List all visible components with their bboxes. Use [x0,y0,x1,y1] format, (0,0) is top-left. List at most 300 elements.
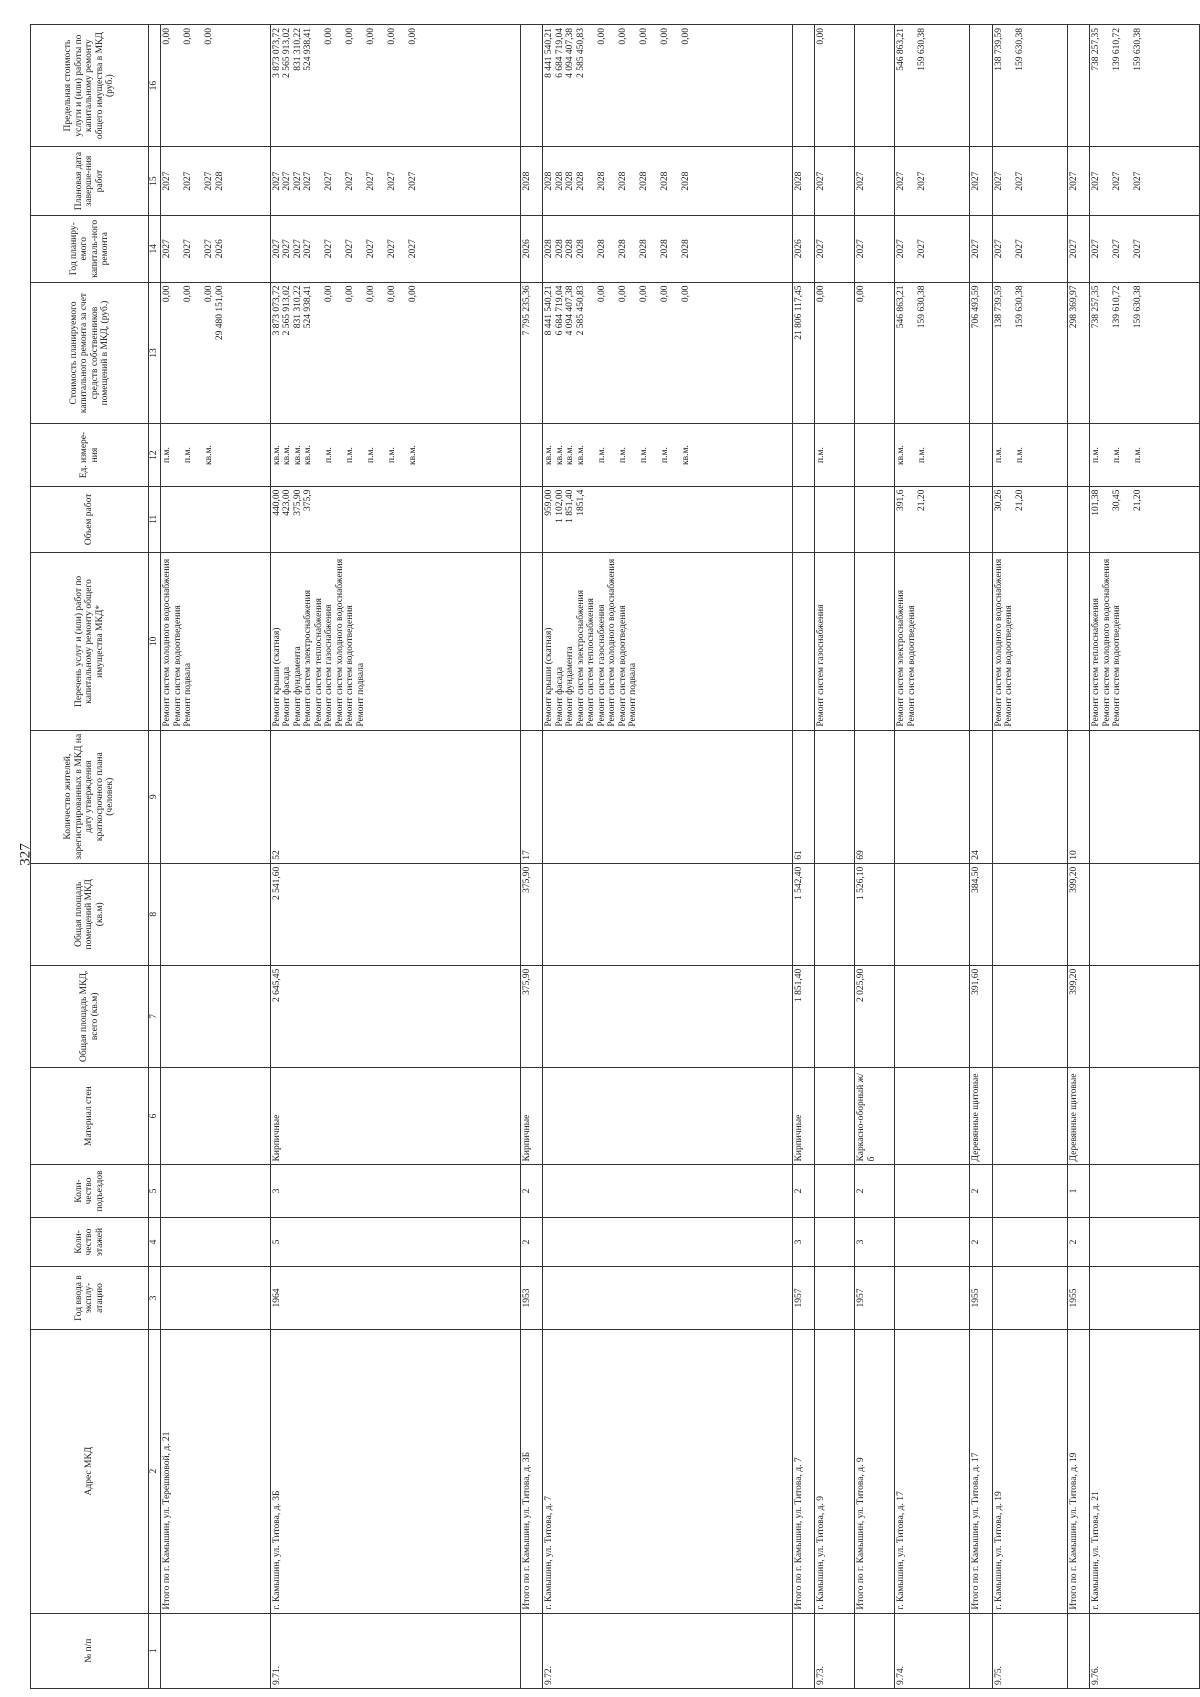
cost-list-line: 0,00 [162,285,172,303]
limit-list-line: 0,00 [345,28,356,45]
work-list-line: Ремонт систем газоснабжения [324,604,335,727]
limit-list-line: 0,00 [408,28,419,45]
work-list-line: Ремонт систем холодного водоснабжения [607,558,618,727]
end-list-line: 2027 [366,171,377,191]
column-number-1: 1 [149,1613,161,1688]
total-label: Итого по г. Камышин, ул. Титова, д. 7 [792,1329,814,1613]
cell-unit [520,424,542,486]
wall-material [992,1067,1067,1165]
total-end: 2028 [792,147,814,216]
work-list-line: Ремонт фундамента [292,646,303,727]
wall-material [543,1067,793,1165]
year-list-line: 2027 [303,239,314,259]
cell-unit [855,424,895,486]
column-header-4: Коли-чество этажей [31,1217,149,1267]
cost-list [161,282,271,424]
cost-list-line: 159 630,38 [917,285,928,329]
end-list-line: 2028 [638,171,649,191]
floors [895,1217,970,1267]
year-list [992,215,1067,282]
volume-list-line [660,490,681,550]
cell-limit [855,25,895,147]
unit-list-line: кв.м. [303,445,314,465]
column-number-6: 6 [149,1067,161,1165]
address: г. Камышин, ул. Титова, д. 9 [815,1329,855,1613]
cost-list-line: 0,00 [345,285,356,303]
area-premises: 375,90 [520,863,542,965]
unit-list-line: п.м. [183,447,193,463]
year-built: 1955 [1067,1267,1089,1329]
cost-list-line: 0,00 [387,285,398,303]
end-list [895,147,970,216]
item-number: 9.76. [1090,1613,1200,1688]
wall-material: Кирпичные [270,1067,520,1165]
table-row [815,25,855,1689]
work-list-line: Ремонт систем водоотведения [906,605,917,727]
cost-list-line: 6 684 719,04 [554,285,565,336]
residents [815,730,855,863]
cost-list [270,282,520,424]
cell-vol [161,486,271,553]
volume-list [270,486,520,553]
volume-list-line: 375,90 [292,489,303,516]
unit-list-line: п.м. [659,447,670,463]
cell-no [520,1613,542,1688]
total-label: Итого по г. Камышин, ул. Терешковой, д. 21 [161,1329,271,1613]
limit-list-line: 0,00 [680,28,691,45]
end-list [543,147,793,216]
unit-list-line: п.м. [324,447,335,463]
total-end: 2027 [1067,147,1089,216]
year-list-line: 2028 [554,239,565,259]
year-list-line: 2027 [387,239,398,259]
cell-vol [520,486,542,553]
cost-list-line: 8 441 540,21 [544,285,555,336]
cell-unit [1067,424,1089,486]
end-list-line: 2028 [659,171,670,191]
wall-material [895,1067,970,1165]
end-list-line: 2027 [162,171,172,191]
column-header-16: Предельная стоимость услуги и (или) работы по капитальному ремонту общего имущества в МКД (руб.) [31,25,149,147]
end-list-line: 2027 [303,171,314,191]
limit-list-line: 2 565 913,02 [282,28,293,78]
cost-list-line: 4 094 407,38 [565,285,576,336]
column-header-12: Ед. измере-ния [31,424,149,486]
end-list-line: 2027 [292,171,303,191]
area-premises [815,863,855,965]
column-number-10: 10 [149,553,161,730]
repair-plan-table [30,24,1200,1689]
floors: 2 [970,1217,992,1267]
cost-list-line: 0,00 [680,285,691,303]
total-year: 2026 [792,215,814,282]
year-built: 1957 [792,1267,814,1329]
table-row [270,25,520,1689]
cost-list [992,282,1067,424]
cell-limit [1067,25,1089,147]
work-list-line: Ремонт систем холодного водоснабжения [993,558,1004,727]
floors [543,1217,793,1267]
year-list [543,215,793,282]
end-list-line: 2027 [282,171,293,191]
wall-material: Кирпичные [520,1067,542,1165]
volume-list [992,486,1067,553]
unit-list-line: кв.м. [271,445,282,465]
year-list-line: 2028 [596,239,607,259]
year-list [1090,215,1200,282]
area-total [815,965,855,1067]
cell-work [520,553,542,730]
area-total [895,965,970,1067]
year-list-line: 2027 [271,239,282,259]
area-total: 1 851,40 [792,965,814,1067]
end-list-line: 2027 [408,171,419,191]
work-list [992,553,1067,730]
work-list-line: Ремонт систем водоотведения [617,605,628,727]
table-row [1067,25,1089,1689]
work-list-line: Ремонт систем водоотведения [345,605,356,727]
cost-list-line: 0,00 [617,285,628,303]
area-total [543,965,793,1067]
wall-material: Деревянные щитовые [970,1067,992,1165]
volume-list-line [681,490,692,550]
work-list-line: Ремонт систем водоотведения [1112,605,1123,727]
end-list [161,147,271,216]
cost-list [815,282,855,424]
volume-list-line: 21,20 [917,489,928,511]
cost-list-line: 0,00 [183,285,193,303]
limit-list-line: 0,00 [617,28,628,45]
total-cost: 21 806 117,45 [792,282,814,424]
limit-list-line: 524 938,41 [303,28,314,71]
year-list-line: 2027 [366,239,377,259]
cost-list-line: 2 565 913,02 [282,285,293,336]
total-end: 2027 [970,147,992,216]
cell-work [855,553,895,730]
year-built: 1957 [855,1267,895,1329]
cell-work [792,553,814,730]
area-premises [1090,863,1200,965]
volume-list-line: 423,00 [282,489,293,516]
total-cost: 298 369,97 [1067,282,1089,424]
work-list [815,553,855,730]
floors: 3 [792,1217,814,1267]
entrances: 2 [855,1165,895,1217]
unit-list [1090,424,1200,486]
area-premises [543,863,793,965]
cell-area [161,965,271,1067]
cell-vol [855,486,895,553]
year-built [895,1267,970,1329]
residents [543,730,793,863]
unit-list-line: п.м. [816,447,827,463]
column-number-4: 4 [149,1217,161,1267]
column-number-7: 7 [149,965,161,1067]
end-list-line: 2027 [1133,171,1144,191]
cost-list-line: 0,00 [204,285,214,303]
wall-material [1090,1067,1200,1165]
entrances [895,1165,970,1217]
limit-list-line: 0,00 [638,28,649,45]
work-list-line: Ремонт фундамента [565,646,576,727]
unit-list-line: кв.м. [565,445,576,465]
limit-list-line: 0,00 [204,28,214,45]
volume-list-line: 440,00 [271,489,282,516]
work-list [270,553,520,730]
total-end: 2028 [214,171,225,191]
year-list-line: 2027 [1112,239,1123,259]
work-list-line: Ремонт подвала [628,662,639,727]
column-header-15: Плановая дата заверше-ния работ [31,147,149,216]
cost-list-line: 738 257,35 [1091,285,1102,329]
residents: 24 [970,730,992,863]
unit-list [815,424,855,486]
year-list-line: 2028 [638,239,649,259]
year-list-line: 2027 [1014,239,1025,259]
volume-list-line: 1851,4 [575,489,586,516]
cell-unit [970,424,992,486]
entrances: 2 [792,1165,814,1217]
year-list-line: 2028 [680,239,691,259]
residents: 69 [855,730,895,863]
limit-list-line: 139 610,72 [1112,28,1123,71]
end-list-line: 2028 [596,171,607,191]
total-cost: 29 480 151,00 [214,285,225,341]
volume-list-line [408,490,419,550]
cost-list-line: 524 938,41 [303,285,314,329]
total-cost: 7 795 235,36 [520,282,542,424]
end-list-line: 2027 [345,171,356,191]
volume-list-line [597,490,618,550]
end-list-line: 2027 [1014,171,1025,191]
work-list [543,553,793,730]
entrances [1090,1165,1200,1217]
cell-unit [792,424,814,486]
work-list-line: Ремонт систем электроснабжения [896,589,907,727]
volume-list [815,486,855,553]
volume-list-line [345,490,366,550]
cost-list-line: 0,00 [596,285,607,303]
entrances: 3 [270,1165,520,1217]
year-list-line: 2027 [1133,239,1144,259]
unit-list [895,424,970,486]
limit-list-line: 3 873 073,72 [271,28,282,78]
total-label: Итого по г. Камышин, ул. Титова, д. 17 [970,1329,992,1613]
unit-list [270,424,520,486]
unit-list-line: кв.м. [896,445,907,465]
cell-no [855,1613,895,1688]
limit-list [895,25,970,147]
limit-list [543,25,793,147]
total-year: 2026 [520,215,542,282]
year-list-line: 2027 [816,239,827,259]
table-row [895,25,970,1689]
work-list-line: Ремонт систем водоотведения [1004,605,1015,727]
table-row [970,25,992,1689]
total-label: Итого по г. Камышин, ул. Титова, д. 3Б [520,1329,542,1613]
unit-list-line: п.м. [162,447,172,463]
column-number-14: 14 [149,215,161,282]
cost-list-line: 159 630,38 [1014,285,1025,329]
year-list-line: 2027 [993,239,1004,259]
column-number-15: 15 [149,147,161,216]
cell-vol [1067,486,1089,553]
limit-list-line: 738 257,35 [1091,28,1102,71]
year-list-line: 2027 [1091,239,1102,259]
cell-limit [520,25,542,147]
unit-list [161,424,271,486]
column-number-9: 9 [149,730,161,863]
cost-list [543,282,793,424]
end-list-line: 2027 [271,171,282,191]
work-list-line: Ремонт крыши (скатная) [271,627,282,727]
residents: 61 [792,730,814,863]
floors [1090,1217,1200,1267]
column-number-8: 8 [149,863,161,965]
cost-list-line: 139 610,72 [1112,285,1123,329]
area-premises: 2 541,60 [270,863,520,965]
work-list-line: Ремонт систем электроснабжения [303,589,314,727]
end-list-line: 2028 [617,171,628,191]
volume-list-line: 391,6 [896,489,907,511]
limit-list [815,25,855,147]
work-list-line: Ремонт фасада [554,666,565,727]
unit-list-line: п.м. [387,447,398,463]
cost-list-line: 0,00 [638,285,649,303]
column-header-10: Перечень услуг и (или) работ по капитальному ремонту общего имущества МКД* [31,553,149,730]
end-list-line: 2028 [544,171,555,191]
floors [992,1217,1067,1267]
volume-list-line: 101,38 [1091,489,1102,516]
column-number-11: 11 [149,486,161,553]
table-row [1090,25,1200,1689]
residents [992,730,1067,863]
volume-list-line: 1 851,40 [565,489,576,523]
volume-list-line: 375,9 [303,489,314,511]
end-list-line: 2027 [324,171,335,191]
end-list-line: 2028 [554,171,565,191]
column-header-9: Количество жителей, зарегистрированных в МКД на дату утверждения краткосрочного плана (человек) [31,730,149,863]
unit-list-line: п.м. [1091,447,1102,463]
column-number-3: 3 [149,1267,161,1329]
volume-list [543,486,793,553]
address: г. Камышин, ул. Титова, д. 17 [895,1329,970,1613]
cell-floors [161,1217,271,1267]
work-list-line: Ремонт фасада [282,666,293,727]
cell-vol [792,486,814,553]
column-header-6: Материал стен [31,1067,149,1165]
page-number: 327 [17,843,34,866]
unit-list-line: п.м. [1133,447,1144,463]
volume-list [895,486,970,553]
table-row [992,25,1067,1689]
column-number-5: 5 [149,1165,161,1217]
work-list-line: Ремонт подвала [183,662,193,727]
year-list-line: 2027 [183,239,193,259]
end-list-line: 2027 [387,171,398,191]
year-list [815,215,855,282]
total-label: Итого по г. Камышин, ул. Титова, д. 9 [855,1329,895,1613]
residents: 52 [270,730,520,863]
end-list-line: 2028 [565,171,576,191]
unit-list-line: п.м. [1112,447,1123,463]
year-list [270,215,520,282]
work-list-line: Ремонт систем газоснабжения [816,604,827,727]
address: г. Камышин, ул. Титова, д. 21 [1090,1329,1200,1613]
total-cost: 0,00 [855,282,895,424]
cost-list [895,282,970,424]
cell-res [161,730,271,863]
cell-no [1067,1613,1089,1688]
column-header-3: Год ввода в эксплу-атацию [31,1267,149,1329]
total-year: 2026 [214,239,225,259]
limit-list-line: 0,00 [162,28,172,45]
year-list-line: 2027 [324,239,335,259]
cell-work [1067,553,1089,730]
year-list-line: 2027 [282,239,293,259]
work-list [161,553,271,730]
table-row [855,25,895,1689]
volume-list-line [639,490,660,550]
work-list-line: Ремонт систем теплоснабжения [586,598,597,727]
end-list-line: 2027 [204,171,214,191]
work-list-line: Ремонт систем электроснабжения [575,589,586,727]
end-list-line: 2027 [183,171,193,191]
cost-list-line: 3 873 073,72 [271,285,282,336]
year-built [543,1267,793,1329]
item-number: 9.75. [992,1613,1067,1688]
limit-list-line: 8 441 540,21 [544,28,555,78]
limit-list-line: 546 863,21 [896,28,907,71]
entrances [543,1165,793,1217]
unit-list-line: п.м. [993,447,1004,463]
limit-list-line: 138 739,59 [993,28,1004,71]
limit-list [161,25,271,147]
volume-list-line: 1 102,00 [554,489,565,523]
floors: 2 [520,1217,542,1267]
total-year: 2027 [1067,215,1089,282]
end-list-line: 2027 [993,171,1004,191]
cost-list-line: 546 863,21 [896,285,907,329]
year-list-line: 2027 [292,239,303,259]
table-row [792,25,814,1689]
header-row [31,25,149,1689]
work-list-line: Ремонт систем теплоснабжения [1091,598,1102,727]
column-number-16: 16 [149,25,161,147]
unit-list-line: п.м. [366,447,377,463]
end-list-line: 2027 [917,171,928,191]
entrances [815,1165,855,1217]
year-list-line: 2028 [617,239,628,259]
floors: 5 [270,1217,520,1267]
work-list-line: Ремонт систем холодного водоснабжения [1101,558,1112,727]
work-list-line: Ремонт крыши (скатная) [544,627,555,727]
volume-list-line: 21,20 [1014,489,1025,511]
column-header-11: Объем работ [31,486,149,553]
unit-list-line: п.м. [345,447,356,463]
work-list-line: Ремонт систем газоснабжения [596,604,607,727]
end-list-line: 2027 [1112,171,1123,191]
end-list [1090,147,1200,216]
wall-material [815,1067,855,1165]
cell-no [970,1613,992,1688]
limit-list-line: 0,00 [659,28,670,45]
item-number: 9.72. [543,1613,793,1688]
year-built: 1964 [270,1267,520,1329]
column-header-13: Стоимость планируемого капитального ремонта за счет средств собственников помещений в МКД, (руб.) [31,282,149,424]
year-built [992,1267,1067,1329]
work-list-line: Ремонт систем теплоснабжения [313,598,324,727]
